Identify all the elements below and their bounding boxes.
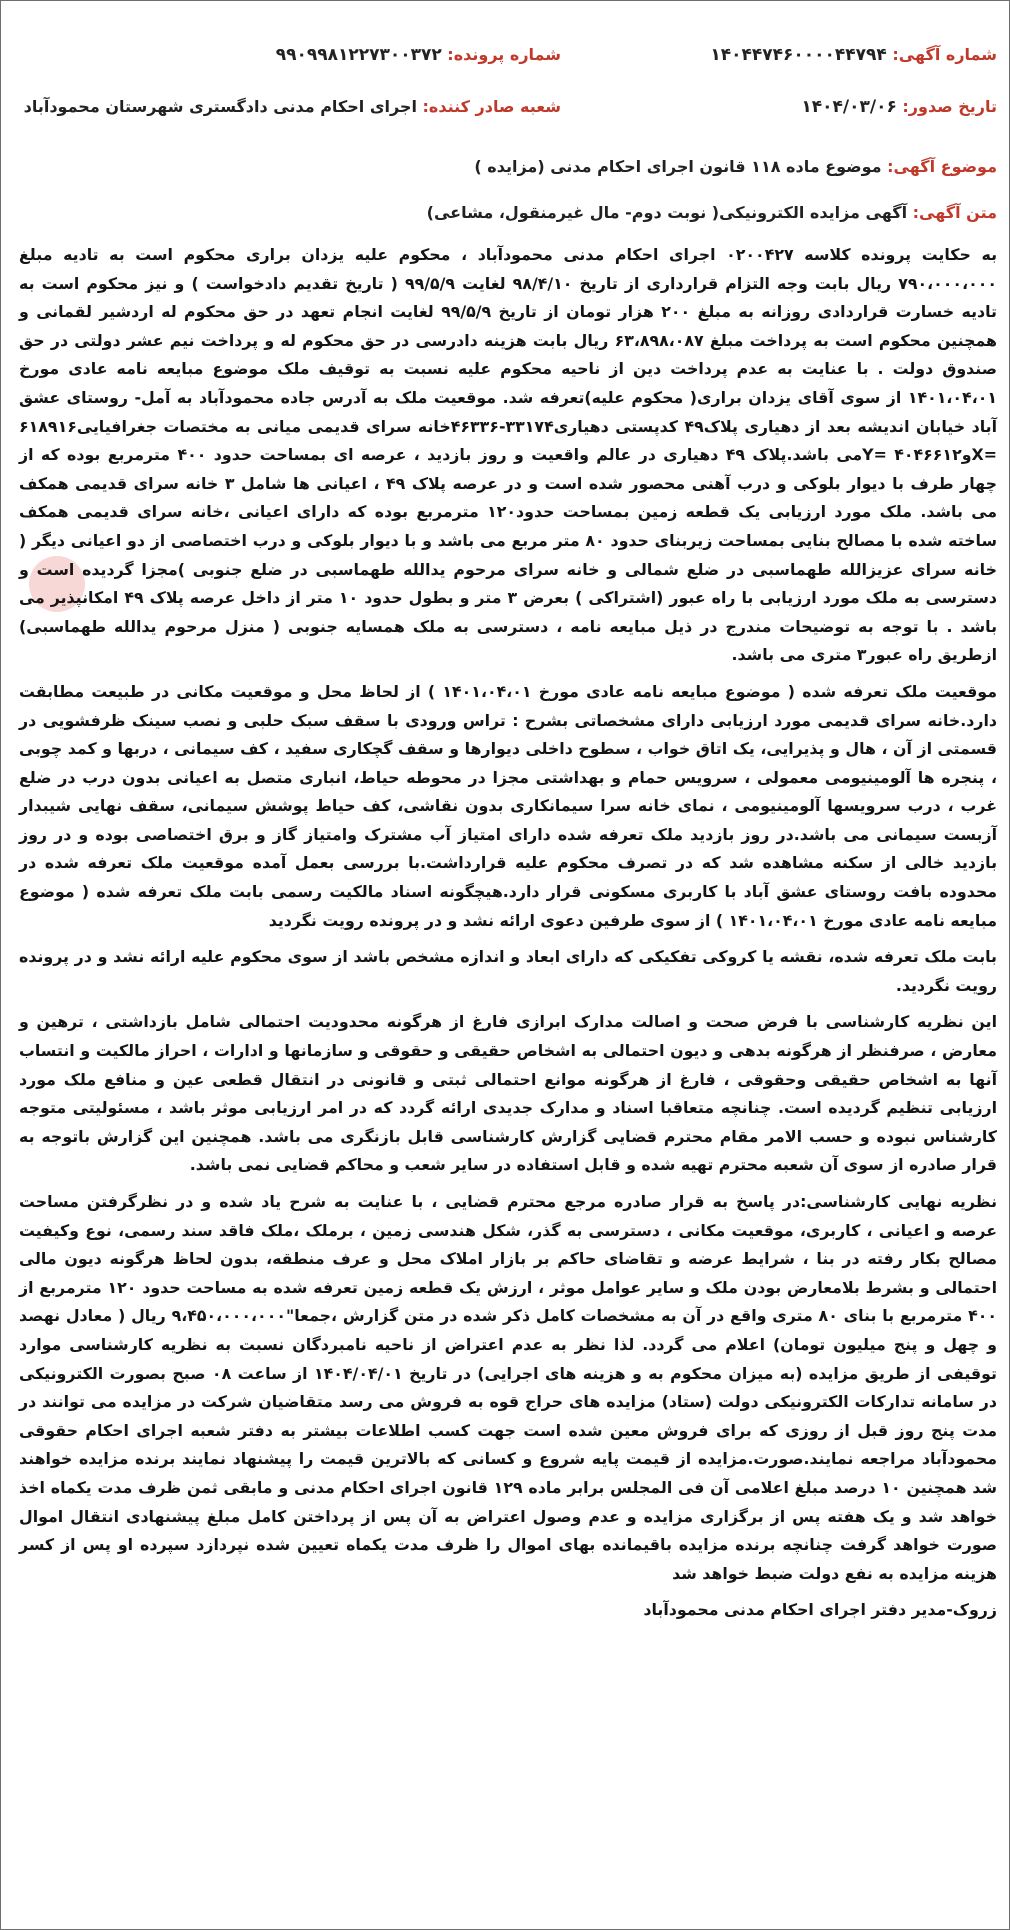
case-number-label: شماره پرونده: [447, 45, 561, 64]
issue-date-row [801, 97, 997, 117]
paragraph-case-details: به حکایت پرونده کلاسه ۰۲۰۰۴۲۷ اجرای احکام مدنی محمودآباد ، محکوم علیه یزدان براری محکوم است به تادیه مبلغ ۷۹۰،۰۰۰،۰۰۰ ریال بابت وجه التزام قرارداری از تاریخ ۹۸/۴/۱۰ لغایت ۹۹/۵/۹ ( تاریخ تقدیم دادخواست ) و نیز محکوم است به تادیه خسارت قراردادی روزانه به مبلغ ۲۰۰ هزار تومان از تاریخ ۹۹/۵/۹ لغایت انجام تعهد در حق محکوم له اردشیر لقمانی و همچنین محکوم است به پرداخت مبلغ ۶۳،۸۹۸،۰۸۷ ریال بابت هزینه دادرسی در حق محکوم له و پرداخت نیم عشر دولتی در حق صندوق دولت . با عنایت به عدم پرداخت دین از ناحیه محکوم علیه نسبت به توقیف ملک موضوع مبایعه نامه عادی مورخ ۱۴۰۱،۰۴،۰۱ از سوی آقای یزدان براری( محکوم علیه)تعرفه شد. موقعیت ملک به آدرس جاده محمودآباد به آمل- روستای عشق آباد خیابان اندیشه بعد از دهیاری پلاک۴۹ کدپستی دهیاری۳۳۱۷۴-۴۶۳۳۶خانه سرای قدیمی میانی به مختصات جغرافیایی۶۱۸۹۱۶ =Xو۴۰۴۶۶۱۲ =Yمی باشد.پلاک ۴۹ دهیاری در عالم واقعیت و روز بازدید ، عرصه ای بمساحت حدود ۴۰۰ مترمربع بوده که از چهار طرف با دیوار بلوکی و درب آهنی محصور شده است و در عرصه پلاک ۴۹ ، اعیانی ها شامل ۳ خانه سرای قدیمی همکف می باشد. ملک مورد ارزیابی یک قطعه زمین بمساحت حدود۱۲۰ مترمربع بوده که دارای اعیانی ،خانه سرای قدیمی همکف ساخته شده با مصالح بنایی بمساحت زیربنای حدود ۸۰ متر مربع می باشد و با دیوار بلوکی و درب اختصاصی از دو اعیانی دیگر ( خانه سرای عزیزالله طهماسبی در ضلع شمالی و خانه سرای مرحوم یدالله طهماسبی در ضلع جنوبی )مجزا گردیده است و دسترسی به ملک مورد ارزیابی با راه عبور (اشتراکی ) بعرض ۳ متر و بطول حدود ۱۰ متر از داخل عرصه پلاک ۴۹ امکانپذیر می باشد . با توجه به توضیحات مندرج در ذیل مبایعه نامه ، دسترسی به ملک همسایه جنوبی ( منزل مرحوم یدالله طهماسبی) ازطریق راه عبور۳ متری می باشد. [19, 245, 998, 665]
text-title: آگهی مزایده الکترونیکی( نوبت دوم- مال غیرمنقول، مشاعی) [426, 203, 908, 222]
paragraph-map-note: بابت ملک تعرفه شده، نقشه یا کروکی تفکیکی که دارای ابعاد و اندازه مشخص باشد از سوی محکوم علیه ارائه نشد و در پرونده رویت نگردید. [19, 947, 997, 995]
issue-date-value: ۱۴۰۴/۰۳/۰۶ [801, 97, 897, 117]
branch-label: شعبه صادر کننده: [422, 97, 561, 116]
signature: زروک-مدیر دفتر اجرای احکام مدنی محمودآباد [643, 1600, 997, 1620]
subject-value: موضوع ماده ۱۱۸ قانون اجرای احکام مدنی (مزایده ) [474, 157, 882, 176]
ad-number-value: ۱۴۰۴۴۷۴۶۰۰۰۰۴۴۷۹۴ [710, 45, 887, 65]
ad-number-row [710, 45, 997, 65]
issue-date-label: تاریخ صدور: [902, 97, 997, 116]
case-number-value: ۹۹۰۹۹۸۱۲۲۷۳۰۰۳۷۲ [275, 45, 442, 65]
notice-body [19, 241, 997, 1633]
subject-label: موضوع آگهی: [887, 157, 997, 176]
text-label: متن آگهی: [912, 203, 997, 222]
paragraph-property-description: موقعیت ملک تعرفه شده ( موضوع مبایعه نامه عادی مورخ ۱۴۰۱،۰۴،۰۱ ) از لحاظ محل و موقعیت مکانی در طبیعت مطابقت دارد.خانه سرای قدیمی مورد ارزیابی دارای مشخصاتی بشرح : تراس ورودی با سقف سبک حلبی و نصب سینک ظرفشویی در قسمتی از آن ، هال و پذیرایی، یک اتاق خواب ، سطوح داخلی دیوارها و سقف گچکاری سفید ، کف سیمانی ، دربها و کمد چوبی ، پنجره ها آلومینیومی معمولی ، سرویس حمام و بهداشتی مجزا در محوطه حیاط، انباری متصل به اعیانی بدون درب در ضلع غرب ، درب سرویسها آلومینیومی ، نمای خانه سرا سیمانکاری بدون نقاشی، کف حیاط پوشش سیمانی، سقف نهایی شیبدار آزبست سیمانی می باشد.در روز بازدید ملک تعرفه شده دارای امتیاز آب مشترک وامتیاز گاز و برق اختصاصی بوده و در روز بازدید خالی از سکنه مشاهده شد که در تصرف محکوم علیه قرارداشت.با بررسی بعمل آمده موقعیت ملک تعرفه شده در محدوده بافت روستای عشق آباد با کاربری مسکونی قرار دارد.هیچگونه اسناد مالکیت رسمی بابت ملک تعرفه شده ( موضوع مبایعه نامه عادی مورخ ۱۴۰۱،۰۴،۰۱ ) از سوی طرفین دعوی ارائه نشد و در پرونده رویت نگردید [19, 681, 997, 930]
branch-value: اجرای احکام مدنی دادگستری شهرستان محمودآباد [23, 97, 417, 116]
case-number-row [276, 45, 561, 65]
paragraph-final-opinion: نظریه نهایی کارشناسی:در پاسخ به قرار صادره مرجع محترم قضایی ، با عنایت به شرح یاد شده و در نظرگرفتن مساحت عرصه و اعیانی ، کاربری، موقعیت مکانی ، دسترسی به گذر، شکل هندسی زمین ، برملک ،ملک فاقد سند رسمی، نوع وکیفیت مصالح بکار رفته در بنا ، شرایط عرضه و تقاضای حاکم بر بازار املاک محل و عرف منطقه، بدون لحاظ هرگونه دیون مالی احتمالی و بشرط بلامعارض بودن ملک و سایر عوامل موثر ، ارزش یک قطعه زمین تعرفه شده به مساحت حدود ۱۲۰ مترمربع از ۴۰۰ مترمربع با بنای ۸۰ متری واقع در آن به مشخصات کامل ذکر شده در متن گزارش ،جمعا"۹،۴۵۰،۰۰۰،۰۰۰ ریال ( معادل نهصد و چهل و پنج میلیون تومان) اعلام می گردد. لذا نظر به عدم اعتراض از ناحیه نامبردگان نسبت به نظریه کارشناسی موارد توقیفی از طریق مزایده (به میزان محکوم به و هزینه های اجرایی) در تاریخ ۱۴۰۴/۰۴/۰۱ از ساعت ۰۸ صبح بصورت الکترونیکی در سامانه تدارکات الکترونیکی دولت (ستاد) مزایده های حراج قوه به فروش می رسد متقاضیان شرکت در مزایده می توانند در مدت پنج روز قبل از روزی که برای فروش معین شده است جهت کسب اطلاعات بیشتر به دفتر شعبه اجرای احکام حقوقی محمودآباد مراجعه نمایند.صورت.مزایده از قیمت پایه شروع و کسانی که بالاترین قیمت را پیشنهاد نمایند برنده مزایده خواهند شد همچنین ۱۰ درصد مبلغ اعلامی آن فی المجلس برابر ماده ۱۲۹ قانون اجرای احکام مدنی و مابقی ثمن ظرف مدت یکماه اخذ خواهد شد و یک هفته پس از برگزاری مزایده و عدم وصول اعتراض به آن پس از پرداختن کامل مبلغ پیشنهادی انتقال اموال صورت خواهد گرفت چنانچه برنده مزایده باقیمانده بهای اموال را ظرف مدت یکماه تعیین شده نپردازد سپرده او پس از کسر هزینه مزایده به نفع دولت ضبط خواهد شد [19, 1192, 998, 1583]
branch-row [24, 97, 561, 116]
ad-number-label: شماره آگهی: [892, 45, 997, 64]
text-title-row [427, 203, 997, 222]
subject-row [474, 157, 997, 176]
paragraph-expert-disclaimer: این نظریه کارشناسی با فرض صحت و اصالت مدارک ابرازی فارغ از هرگونه محدودیت احتمالی شامل بازداشتی ، ترهین و معارض ، صرفنظر از هرگونه بدهی و دیون احتمالی به اشخاص حقیقی و حقوقی و سازمانها و ادارات ، احراز مالکیت و انتساب آنها به اشخاص حقیقی وحقوقی ، فارغ از هرگونه موانع احتمالی ثبتی و قانونی در انتقال قطعی عین و منافع ملک مورد ارزیابی تنظیم گردیده است. چنانچه متعاقبا اسناد و مدارک جدیدی ارائه گردد که در امر ارزیابی موثر باشد ، مسئولیتی متوجه کارشناس نبوده و حسب الامر مقام محترم قضایی گزارش کارشناسی قابل بازنگری می باشد. همچنین این گزارش باتوجه به قرار صادره از سوی آن شعبه محترم تهیه شده و قابل استفاده در سایر شعب و محاکم قضایی نمی باشد. [19, 1012, 997, 1175]
